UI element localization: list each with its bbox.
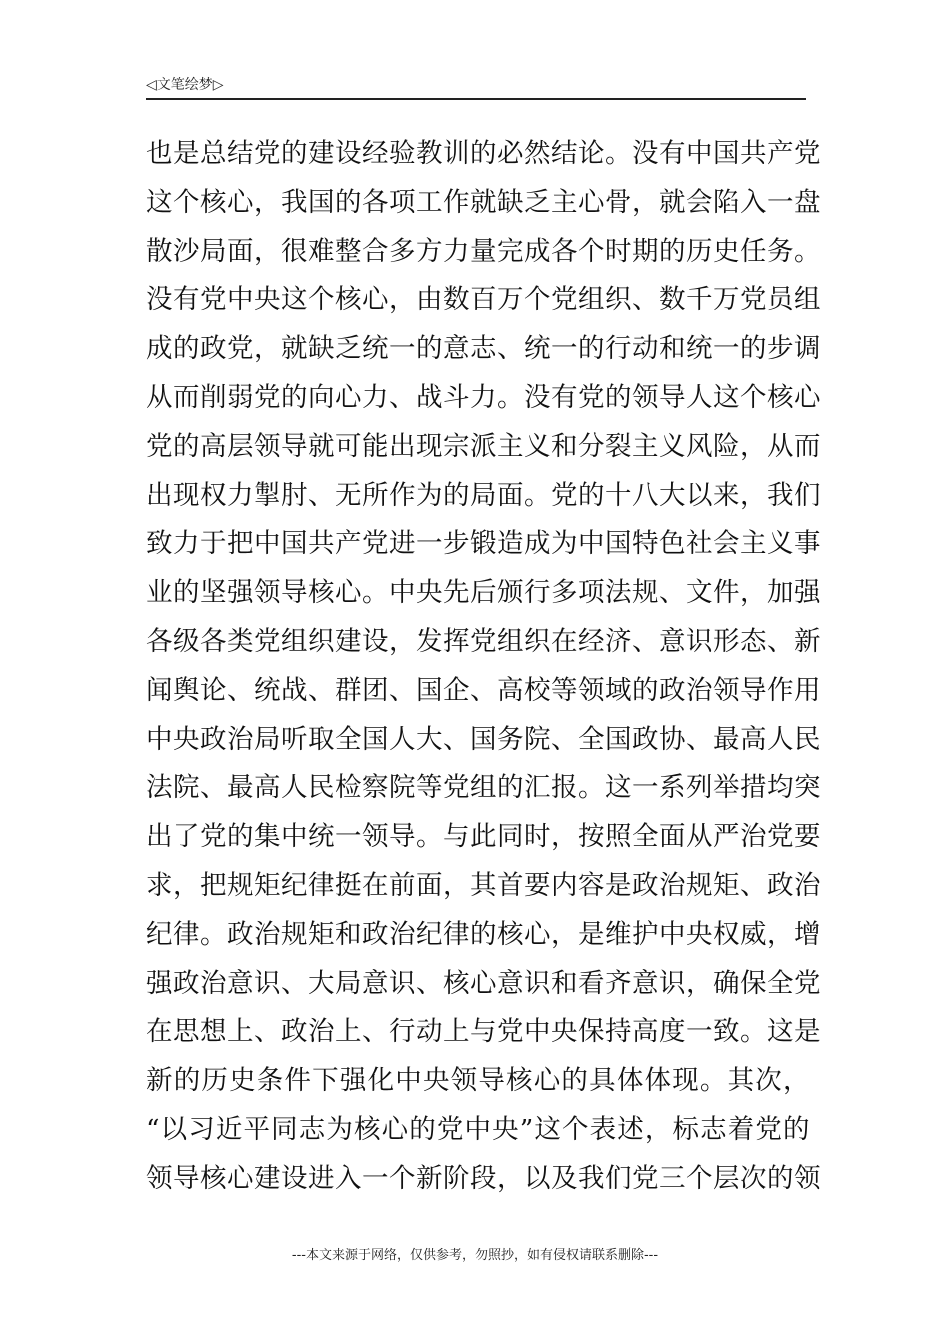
text-line: 法院、最高人民检察院等党组的汇报。这一系列举措均突 [146, 772, 821, 804]
text-line: 党的高层领导就可能出现宗派主义和分裂主义风险，从而 [146, 430, 821, 462]
text-line: 纪律。政治规矩和政治纪律的核心，是维护中央权威，增 [146, 918, 821, 950]
text-line: 从而削弱党的向心力、战斗力。没有党的领导人这个核心 [146, 381, 821, 413]
text-line: 出现权力掣肘、无所作为的局面。党的十八大以来，我们 [146, 479, 821, 511]
page-header [146, 72, 806, 100]
text-line: 闻舆论、统战、群团、国企、高校等领域的政治领导作用 [146, 674, 821, 706]
text-line: 领导核心建设进入一个新阶段，以及我们党三个层次的领 [146, 1162, 821, 1194]
text-line: 强政治意识、大局意识、核心意识和看齐意识，确保全党 [146, 967, 821, 999]
text-line: 新的历史条件下强化中央领导核心的具体体现。其次， [146, 1065, 810, 1097]
text-line: 求，把规矩纪律挺在前面，其首要内容是政治规矩、政治 [146, 869, 821, 901]
text-line: 出了党的集中统一领导。与此同时，按照全面从严治党要 [146, 821, 821, 853]
text-line: 各级各类党组织建设，发挥党组织在经济、意识形态、新 [146, 625, 821, 657]
header-brand: ◁文笔绘梦▷ [146, 77, 224, 93]
document-body [146, 130, 821, 1204]
text-line: 在思想上、政治上、行动上与党中央保持高度一致。这是 [146, 1016, 821, 1048]
text-line: 也是总结党的建设经验教训的必然结论。没有中国共产党 [146, 138, 821, 169]
text-line: 中央政治局听取全国人大、国务院、全国政协、最高人民 [146, 723, 821, 755]
text-line: 这个核心，我国的各项工作就缺乏主心骨，就会陷入一盘 [146, 186, 821, 218]
page-footer: ---本文来源于网络，仅供参考，勿照抄，如有侵权请联系删除--- [291, 1248, 659, 1263]
text-line: “以习近平同志为核心的党中央”这个表述，标志着党的 [146, 1113, 810, 1145]
text-line: 散沙局面，很难整合多方力量完成各个时期的历史任务。 [146, 235, 821, 267]
text-line: 业的坚强领导核心。中央先后颁行多项法规、文件，加强 [146, 577, 821, 609]
text-line: 致力于把中国共产党进一步锻造成为中国特色社会主义事 [146, 528, 821, 560]
text-line: 没有党中央这个核心，由数百万个党组织、数千万党员组 [146, 284, 821, 316]
text-line: 成的政党，就缺乏统一的意志、统一的行动和统一的步调 [146, 333, 821, 365]
